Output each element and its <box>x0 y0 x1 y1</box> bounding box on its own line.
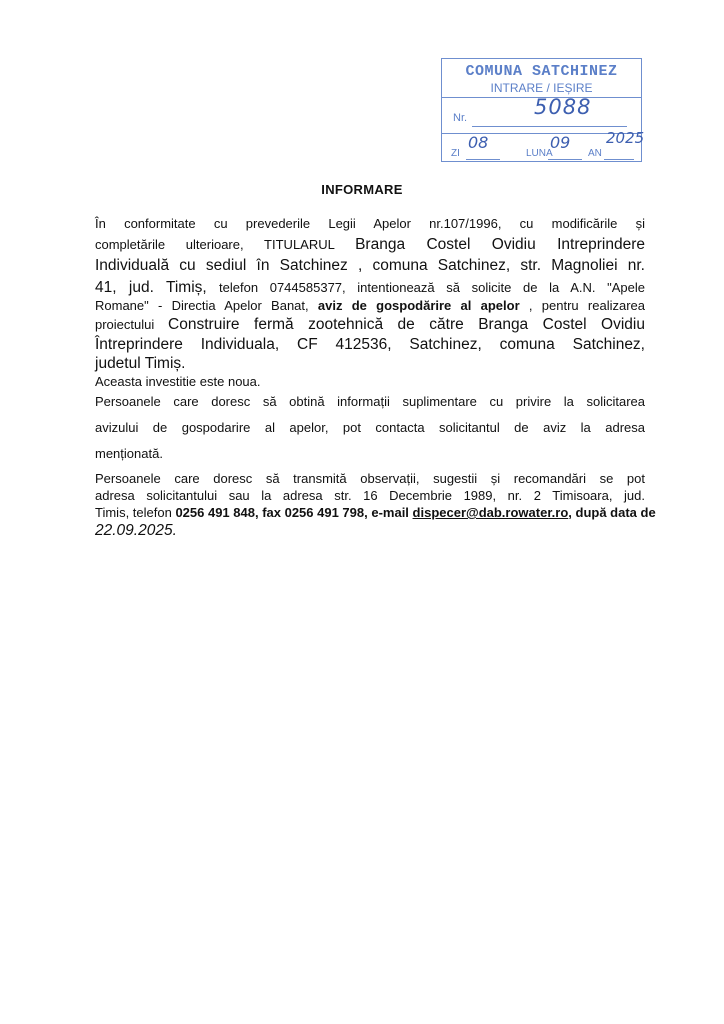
p4-line-3g: , după data de <box>568 505 656 520</box>
stamp-zi-value: 08 <box>468 133 489 152</box>
p1-line-1: În conformitate cu prevederile Legii Apelor nr.107/1996, cu modificările și <box>95 216 645 231</box>
document-title: INFORMARE <box>321 182 403 197</box>
p3-line-3: menționată. <box>95 446 163 461</box>
p1-line-5a: Romane" - Directia Apelor Banat, <box>95 298 318 313</box>
stamp-zi-underline <box>466 159 500 160</box>
stamp-commune: COMUNA SATCHINEZ <box>465 63 618 80</box>
p1-line-4b: telefon 0744585377, intentionează să solicite de la A.N. "Apele <box>219 280 645 295</box>
stamp-nr-label: Nr. <box>453 112 468 124</box>
p4-email-link[interactable]: dispecer@dab.rowater.ro <box>412 505 569 520</box>
p1-line-5 <box>95 298 645 313</box>
stamp-zi-label: ZI <box>451 148 460 159</box>
p1-line-4a: 41, jud. Timiș, <box>95 279 220 296</box>
p1-line-3: Individuală cu sediul în Satchinez , comuna Satchinez, str. Magnoliei nr. <box>95 257 645 274</box>
stamp-an-label: AN <box>588 148 602 159</box>
p1-line-6a: proiectului <box>95 317 169 332</box>
registration-stamp <box>441 58 645 162</box>
p4-line-1: Persoanele care doresc să transmită observații, sugestii și recomandări se pot <box>95 471 645 486</box>
p1-line-5b: aviz de gospodărire al apelor <box>317 298 520 313</box>
p1-line-8: judetul Timiș. <box>95 355 186 372</box>
p1-line-2 <box>95 236 645 254</box>
p1-line-5c: , pentru realizarea <box>519 298 645 313</box>
stamp-nr-value: 5088 <box>534 95 592 119</box>
stamp-subtitle: INTRARE / IEȘIRE <box>490 81 593 95</box>
p1-line-7: Întreprindere Individuala, CF 412536, Satchinez, comuna Satchinez, <box>95 336 645 353</box>
stamp-an-underline <box>604 159 634 160</box>
p4-phone: 0256 491 848 <box>175 505 255 520</box>
p4-line-3 <box>95 505 656 520</box>
p4-line-3a: Timis, telefon <box>95 505 176 520</box>
p3-line-2: avizului de gospodarire al apelor, pot contacta solicitantul de aviz la adresa <box>95 420 645 435</box>
stamp-luna-value: 09 <box>550 133 571 152</box>
p4-line-3c: , fax <box>254 505 285 520</box>
p3-line-1: Persoanele care doresc să obtină informații suplimentare cu privire la solicitarea <box>95 394 645 409</box>
stamp-nr-underline <box>472 126 627 127</box>
p1-line-4 <box>95 279 645 297</box>
p4-date: 22.09.2025. <box>95 522 177 539</box>
p2-line: Aceasta investitie este noua. <box>95 374 261 389</box>
p4-line-2: adresa solicitantului sau la adresa str. 16 Decembrie 1989, nr. 2 Timisoara, jud. <box>95 488 645 503</box>
p4-line-3e: , e-mail <box>364 505 413 520</box>
p1-line-2b: Branga Costel Ovidiu Intreprindere <box>355 236 645 253</box>
stamp-luna-underline <box>548 159 582 160</box>
p4-fax: 0256 491 798 <box>284 505 365 520</box>
p1-line-2a: completările ulterioare, TITULARUL <box>95 237 356 252</box>
p1-line-6 <box>95 316 645 334</box>
stamp-luna-label: LUNA <box>526 148 553 159</box>
stamp-an-value: 2025 <box>606 129 645 147</box>
p1-line-6b: Construire fermă zootehnică de către Branga Costel Ovidiu <box>168 316 645 333</box>
